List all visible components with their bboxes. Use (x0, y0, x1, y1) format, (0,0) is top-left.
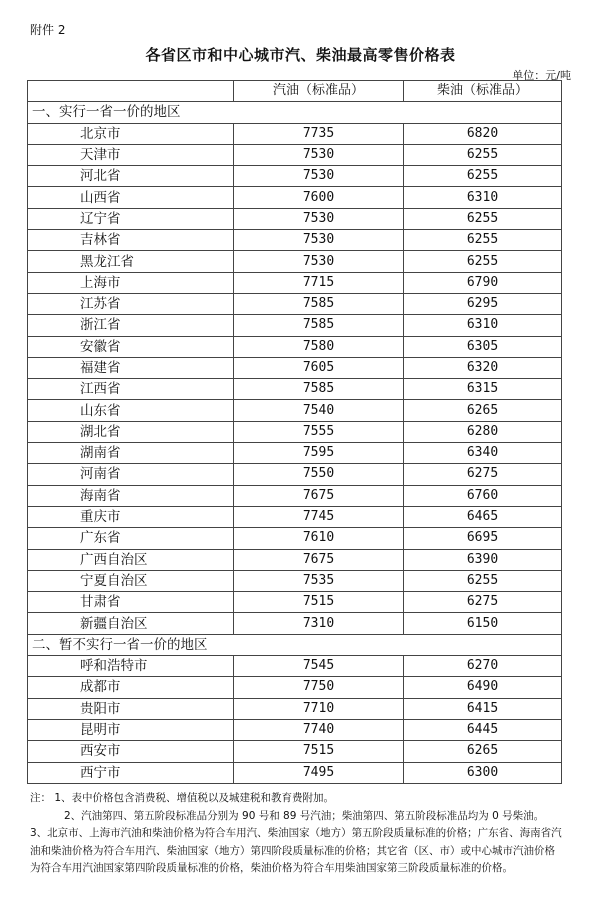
diesel-price: 6275 (404, 592, 562, 613)
region-name: 西宁市 (28, 762, 234, 783)
diesel-price: 6270 (404, 656, 562, 677)
gasoline-price: 7605 (234, 357, 404, 378)
note-1: 注： 1、表中价格包含消费税、增值税以及城建税和教育费附加。 (30, 792, 335, 804)
section-row (28, 634, 562, 655)
diesel-price: 6255 (404, 144, 562, 165)
gasoline-price: 7530 (234, 251, 404, 272)
gasoline-price: 7585 (234, 315, 404, 336)
gasoline-price: 7555 (234, 421, 404, 442)
gasoline-price: 7515 (234, 741, 404, 762)
table-row (28, 613, 562, 634)
table-row (28, 677, 562, 698)
gasoline-price: 7600 (234, 187, 404, 208)
diesel-price: 6275 (404, 464, 562, 485)
region-name: 天津市 (28, 144, 234, 165)
table-row (28, 421, 562, 442)
gasoline-price: 7580 (234, 336, 404, 357)
gasoline-price: 7545 (234, 656, 404, 677)
diesel-price: 6300 (404, 762, 562, 783)
table-body-2 (28, 634, 562, 783)
table-row (28, 443, 562, 464)
table-row (28, 719, 562, 740)
gasoline-price: 7530 (234, 166, 404, 187)
diesel-price: 6315 (404, 379, 562, 400)
region-name: 贵阳市 (28, 698, 234, 719)
region-name: 辽宁省 (28, 208, 234, 229)
gasoline-price: 7675 (234, 485, 404, 506)
table-row (28, 315, 562, 336)
diesel-price: 6265 (404, 741, 562, 762)
region-name: 福建省 (28, 357, 234, 378)
table-row (28, 656, 562, 677)
gasoline-price: 7515 (234, 592, 404, 613)
region-name: 广东省 (28, 528, 234, 549)
gasoline-price: 7530 (234, 230, 404, 251)
table-row (28, 123, 562, 144)
gasoline-price: 7735 (234, 123, 404, 144)
table-row (28, 570, 562, 591)
diesel-price: 6320 (404, 357, 562, 378)
table-row (28, 592, 562, 613)
diesel-price: 6255 (404, 251, 562, 272)
diesel-price: 6255 (404, 570, 562, 591)
region-name: 湖北省 (28, 421, 234, 442)
diesel-price: 6305 (404, 336, 562, 357)
gasoline-price: 7585 (234, 293, 404, 314)
header-gasoline: 汽油（标准品） (234, 81, 404, 102)
region-name: 甘肃省 (28, 592, 234, 613)
price-table (27, 80, 562, 784)
table-row (28, 485, 562, 506)
diesel-price: 6255 (404, 166, 562, 187)
region-name: 上海市 (28, 272, 234, 293)
diesel-price: 6490 (404, 677, 562, 698)
gasoline-price: 7540 (234, 400, 404, 421)
table-row (28, 698, 562, 719)
section-title: 一、实行一省一价的地区 (28, 102, 562, 123)
region-name: 江苏省 (28, 293, 234, 314)
region-name: 浙江省 (28, 315, 234, 336)
region-name: 黑龙江省 (28, 251, 234, 272)
diesel-price: 6295 (404, 293, 562, 314)
gasoline-price: 7310 (234, 613, 404, 634)
note-3: 3、北京市、上海市汽油和柴油价格为符合车用汽、柴油国家（地方）第五阶段质量标准的价格；广东省、海南省汽油和柴油价格为符合车用汽、柴油国家（地方）第四阶段质量标准的价格；其它省（区、市）或中心城市汽油价格为符合车用汽油国家第四阶段质量标准的价格，柴油价格为符合车用柴油国家第三阶段质量标准的价格。 (30, 827, 562, 874)
section-row (28, 102, 562, 123)
gasoline-price: 7740 (234, 719, 404, 740)
region-name: 海南省 (28, 485, 234, 506)
table-row (28, 272, 562, 293)
gasoline-price: 7750 (234, 677, 404, 698)
gasoline-price: 7610 (234, 528, 404, 549)
notes (30, 790, 562, 878)
table-body (28, 102, 562, 634)
table-row (28, 741, 562, 762)
table-row (28, 528, 562, 549)
region-name: 宁夏自治区 (28, 570, 234, 591)
diesel-price: 6820 (404, 123, 562, 144)
region-name: 广西自治区 (28, 549, 234, 570)
region-name: 昆明市 (28, 719, 234, 740)
diesel-price: 6255 (404, 208, 562, 229)
diesel-price: 6280 (404, 421, 562, 442)
header-region (28, 81, 234, 102)
region-name: 河北省 (28, 166, 234, 187)
table-row (28, 293, 562, 314)
gasoline-price: 7675 (234, 549, 404, 570)
region-name: 吉林省 (28, 230, 234, 251)
region-name: 湖南省 (28, 443, 234, 464)
gasoline-price: 7585 (234, 379, 404, 400)
region-name: 安徽省 (28, 336, 234, 357)
gasoline-price: 7530 (234, 144, 404, 165)
note-2: 2、汽油第四、第五阶段标准品分别为 90 号和 89 号汽油；柴油第四、第五阶段标准品均为 0 号柴油。 (64, 809, 545, 822)
diesel-price: 6415 (404, 698, 562, 719)
region-name: 江西省 (28, 379, 234, 400)
table-row (28, 336, 562, 357)
diesel-price: 6445 (404, 719, 562, 740)
gasoline-price: 7535 (234, 570, 404, 591)
table-header-row (28, 81, 562, 102)
gasoline-price: 7495 (234, 762, 404, 783)
gasoline-price: 7710 (234, 698, 404, 719)
diesel-price: 6255 (404, 230, 562, 251)
table-row (28, 251, 562, 272)
unit-label: 单位：元/吨 (512, 69, 571, 82)
table-row (28, 144, 562, 165)
diesel-price: 6390 (404, 549, 562, 570)
table-row (28, 166, 562, 187)
region-name: 西安市 (28, 741, 234, 762)
gasoline-price: 7745 (234, 506, 404, 527)
region-name: 山东省 (28, 400, 234, 421)
region-name: 重庆市 (28, 506, 234, 527)
gasoline-price: 7595 (234, 443, 404, 464)
diesel-price: 6760 (404, 485, 562, 506)
diesel-price: 6310 (404, 315, 562, 336)
page-title: 各省区市和中心城市汽、柴油最高零售价格表 (145, 46, 456, 64)
table-row (28, 208, 562, 229)
gasoline-price: 7550 (234, 464, 404, 485)
diesel-price: 6695 (404, 528, 562, 549)
table-row (28, 762, 562, 783)
section-title: 二、暂不实行一省一价的地区 (28, 634, 562, 655)
table-row (28, 357, 562, 378)
region-name: 山西省 (28, 187, 234, 208)
region-name: 呼和浩特市 (28, 656, 234, 677)
table-row (28, 506, 562, 527)
table-row (28, 549, 562, 570)
table-row (28, 464, 562, 485)
gasoline-price: 7715 (234, 272, 404, 293)
diesel-price: 6265 (404, 400, 562, 421)
region-name: 成都市 (28, 677, 234, 698)
region-name: 新疆自治区 (28, 613, 234, 634)
table-row (28, 379, 562, 400)
region-name: 北京市 (28, 123, 234, 144)
diesel-price: 6310 (404, 187, 562, 208)
attachment-label: 附件 2 (30, 23, 66, 37)
diesel-price: 6150 (404, 613, 562, 634)
diesel-price: 6340 (404, 443, 562, 464)
table-row (28, 400, 562, 421)
diesel-price: 6790 (404, 272, 562, 293)
gasoline-price: 7530 (234, 208, 404, 229)
diesel-price: 6465 (404, 506, 562, 527)
table-row (28, 187, 562, 208)
region-name: 河南省 (28, 464, 234, 485)
header-diesel: 柴油（标准品） (404, 81, 562, 102)
table-row (28, 230, 562, 251)
